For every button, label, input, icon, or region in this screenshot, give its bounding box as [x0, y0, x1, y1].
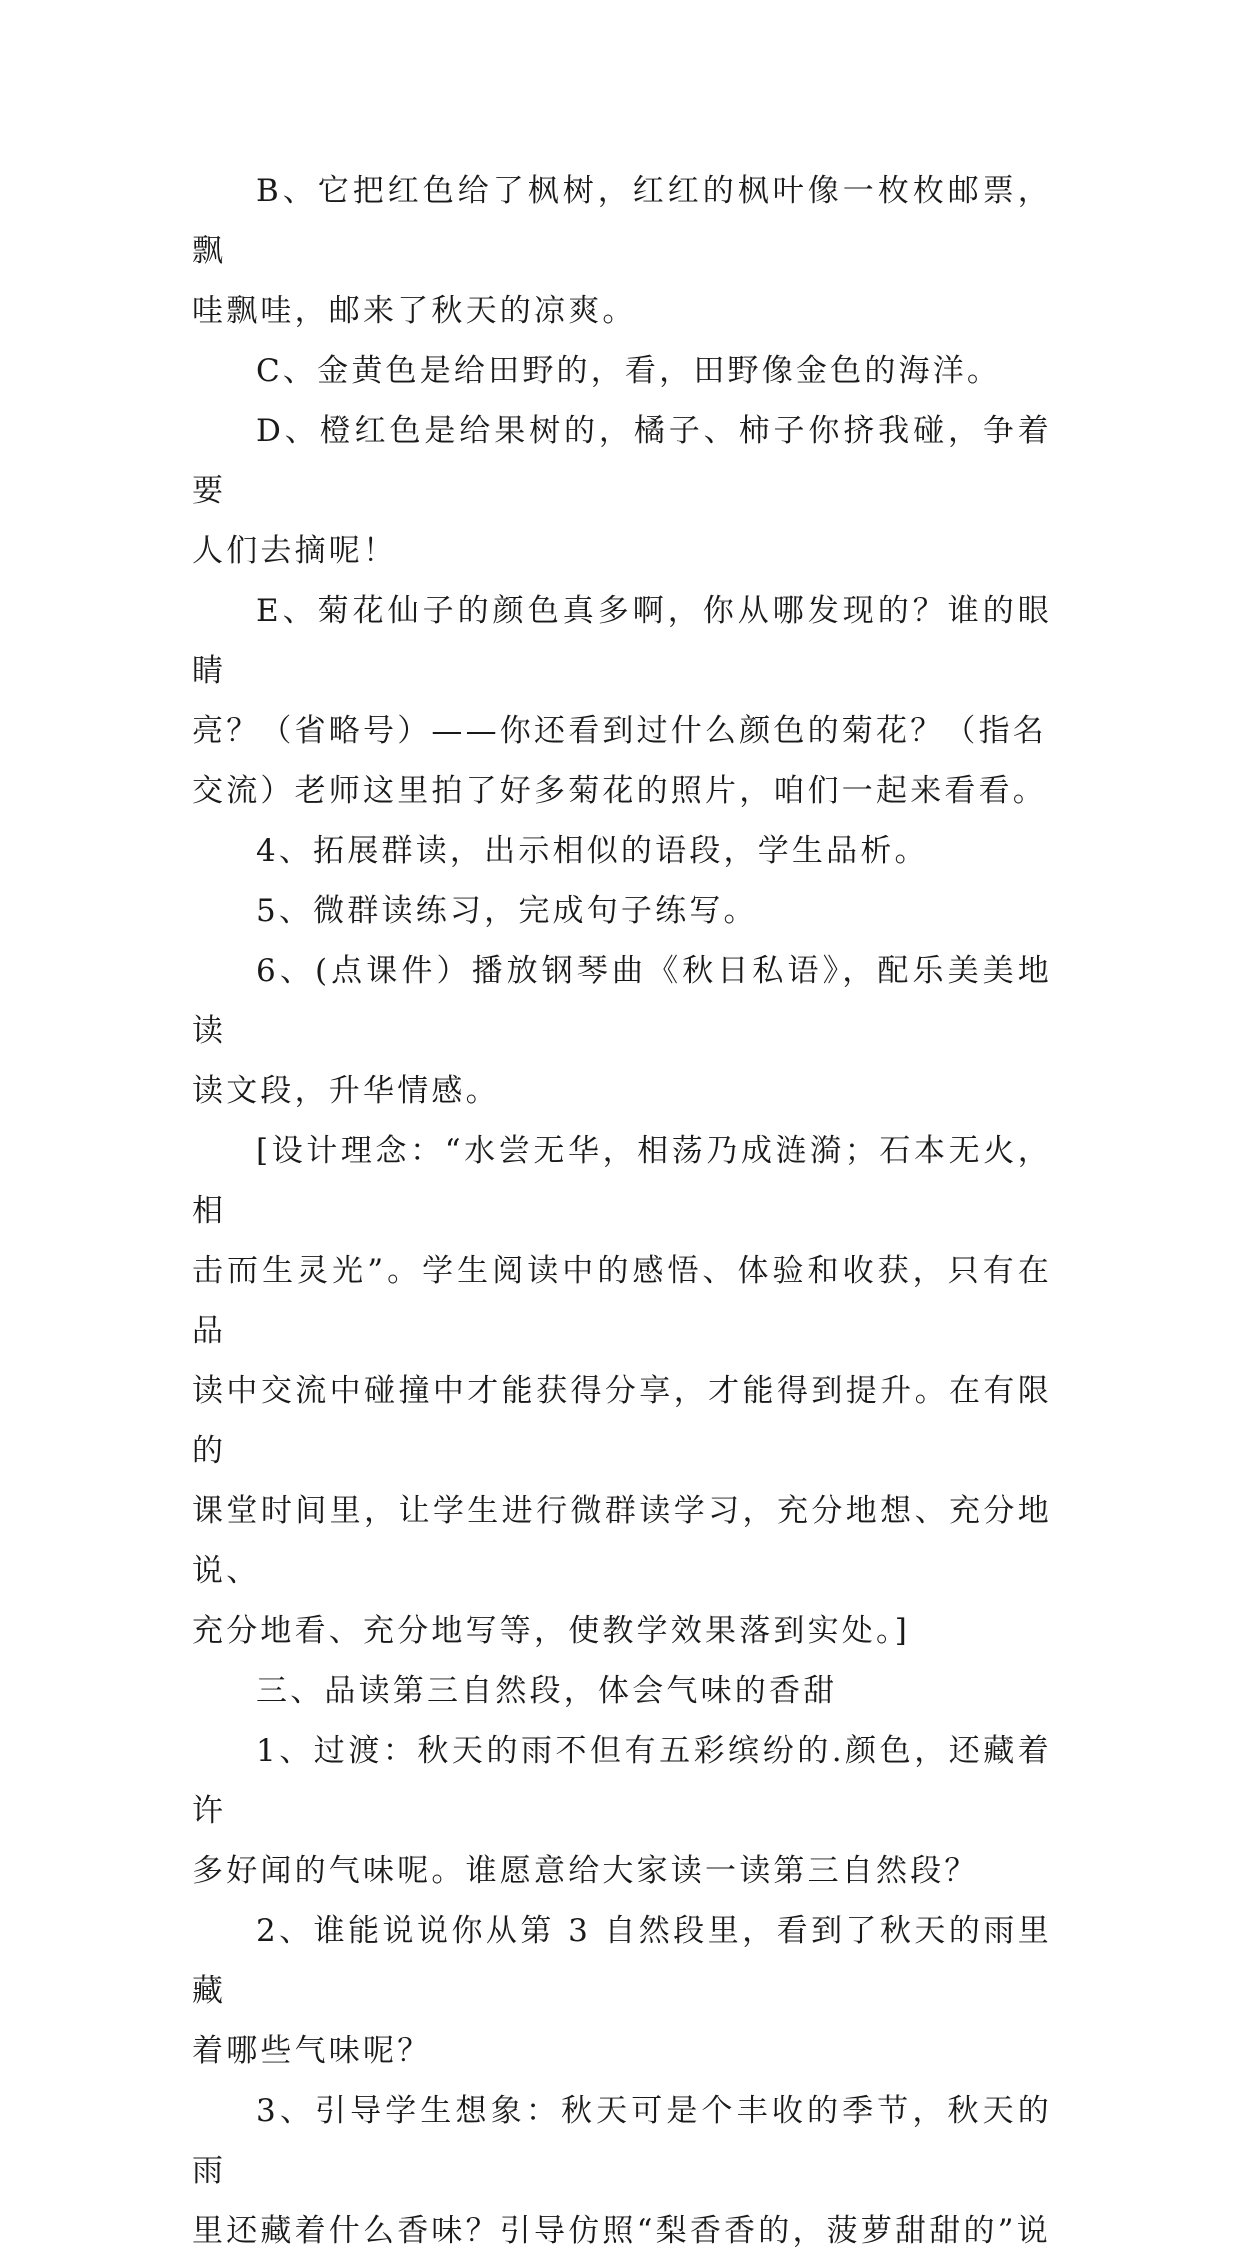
- text-line: 击而生灵光”。学生阅读中的感悟、体验和收获，只有在品: [192, 1253, 1052, 1349]
- paragraph-item-e: [192, 581, 1052, 821]
- paragraph-step-6: [192, 941, 1052, 1121]
- text-line: 6、(点课件）播放钢琴曲《秋日私语》，配乐美美地读: [192, 953, 1052, 1049]
- paragraph-item-c: [192, 341, 1052, 401]
- paragraph-step-4: [192, 821, 1052, 881]
- section-heading-3: [192, 1661, 1052, 1721]
- text-line: 充分地看、充分地写等，使教学效果落到实处。]: [192, 1613, 910, 1649]
- paragraph-item-b: [192, 161, 1052, 341]
- text-line: 读文段，升华情感。: [192, 1073, 500, 1109]
- paragraph-sec3-step-3: [192, 2081, 1052, 2261]
- paragraph-design-note: [192, 1121, 1052, 1661]
- text-line: 2、谁能说说你从第 3 自然段里，看到了秋天的雨里藏: [192, 1913, 1052, 2009]
- text-line: C、金黄色是给田野的，看，田野像金色的海洋。: [256, 353, 1002, 389]
- text-line: 着哪些气味呢？: [192, 2033, 432, 2069]
- text-line: 里还藏着什么香味？引导仿照“梨香香的，菠萝甜甜的”说: [192, 2213, 1051, 2249]
- text-line: 4、拓展群读，出示相似的语段，学生品析。: [256, 833, 929, 869]
- paragraph-step-5: [192, 881, 1052, 941]
- text-line: B、它把红色给了枫树，红红的枫叶像一枚枚邮票，飘: [192, 173, 1052, 269]
- document-body: [192, 161, 1052, 2261]
- paragraph-sec3-step-2: [192, 1901, 1052, 2081]
- text-line: 1、过渡：秋天的雨不但有五彩缤纷的.颜色，还藏着许: [192, 1733, 1052, 1829]
- text-line: 人们去摘呢！: [192, 533, 398, 569]
- paragraph-sec3-step-1: [192, 1721, 1052, 1901]
- text-line: 亮？（省略号）——你还看到过什么颜色的菊花？（指名: [192, 713, 1047, 749]
- text-line: 3、引导学生想象：秋天可是个丰收的季节，秋天的雨: [192, 2093, 1052, 2189]
- text-line: 三、品读第三自然段，体会气味的香甜: [256, 1673, 838, 1709]
- text-line: 多好闻的气味呢。谁愿意给大家读一读第三自然段？: [192, 1853, 979, 1889]
- text-line: E、菊花仙子的颜色真多啊，你从哪发现的？谁的眼睛: [192, 593, 1052, 689]
- text-line: [设计理念：“水尝无华，相荡乃成涟漪；石本无火，相: [192, 1133, 1052, 1229]
- paragraph-item-d: [192, 401, 1052, 581]
- text-line: 课堂时间里，让学生进行微群读学习，充分地想、充分地说、: [192, 1493, 1052, 1589]
- text-line: 交流）老师这里拍了好多菊花的照片，咱们一起来看看。: [192, 773, 1047, 809]
- text-line: D、橙红色是给果树的，橘子、柿子你挤我碰，争着要: [192, 413, 1052, 509]
- text-line: 5、微群读练习，完成句子练写。: [256, 893, 758, 929]
- text-line: 读中交流中碰撞中才能获得分享，才能得到提升。在有限的: [192, 1373, 1052, 1469]
- text-line: 哇飘哇，邮来了秋天的凉爽。: [192, 293, 637, 329]
